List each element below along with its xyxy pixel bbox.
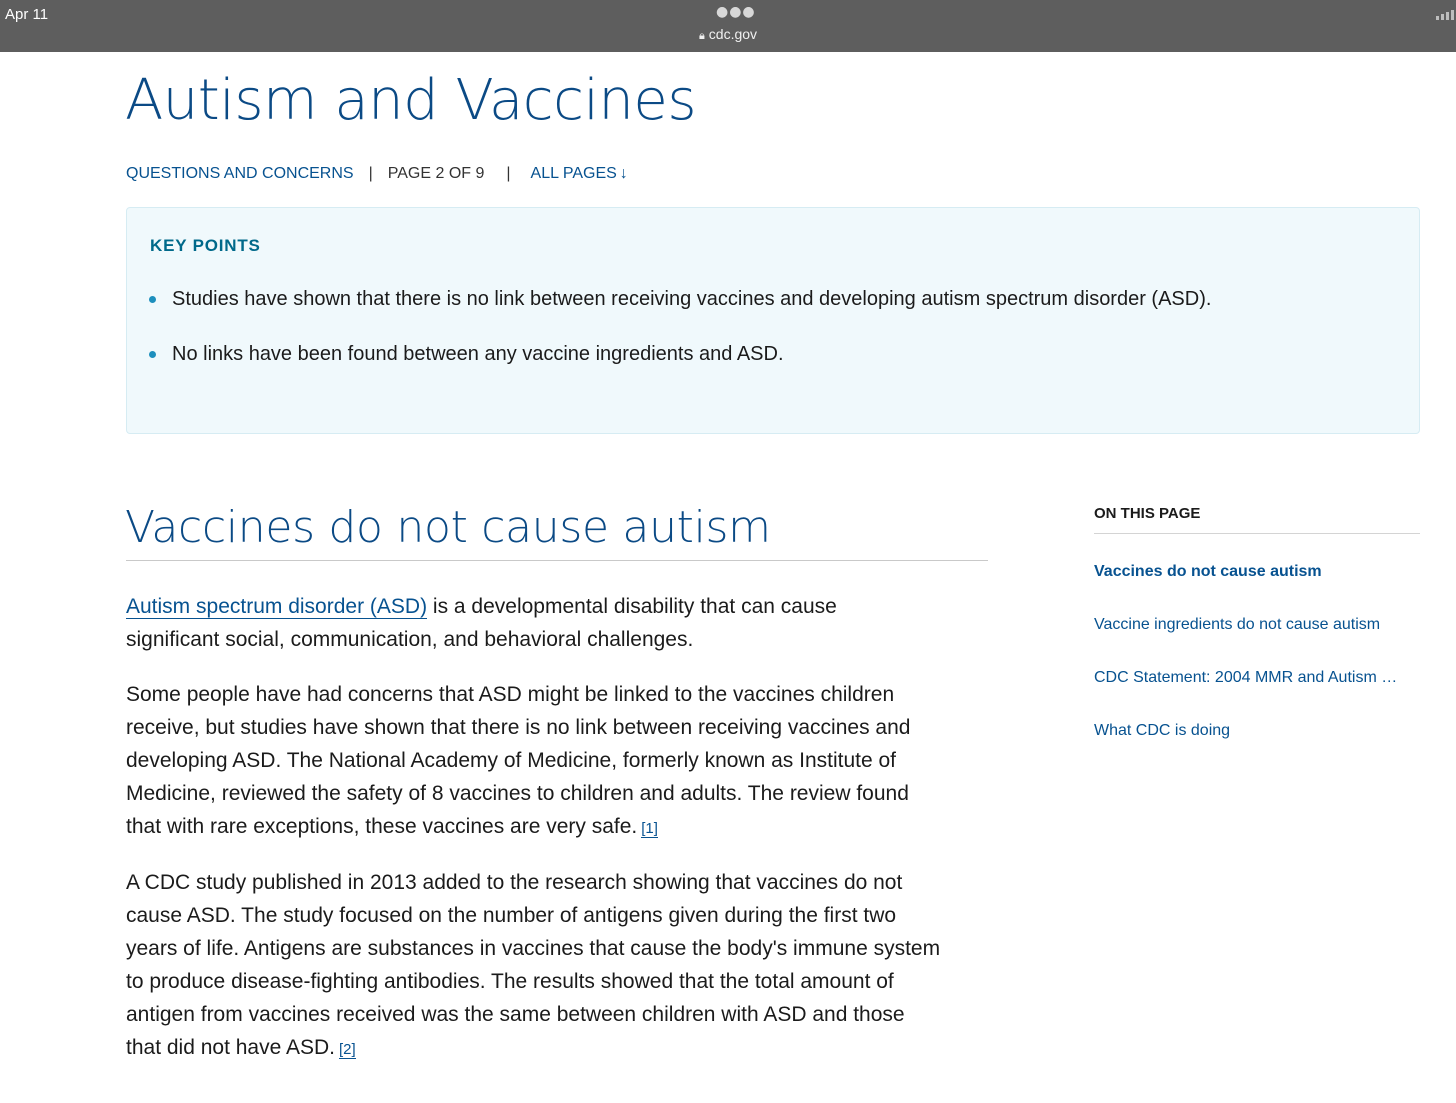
on-this-page-nav: [1094, 505, 1420, 739]
signal-icon: [1436, 10, 1454, 20]
breadcrumb-section-link[interactable]: QUESTIONS AND CONCERNS: [126, 165, 354, 182]
key-point-item: [149, 341, 1211, 368]
all-pages-link[interactable]: [531, 165, 628, 183]
key-points-list: [149, 286, 1211, 396]
breadcrumb: [126, 163, 628, 185]
all-pages-label: ALL PAGES: [530, 165, 617, 182]
paragraph-text: that with rare exceptions, these vaccines are very safe.: [126, 815, 638, 838]
on-this-page-title: ON THIS PAGE: [1094, 505, 1420, 534]
page-title: Autism and Vaccines: [125, 68, 697, 133]
key-points-title: KEY POINTS: [150, 236, 261, 255]
arrow-down-icon: ↓: [619, 165, 628, 182]
key-point-text: No links have been found between any vaccine ingredients and ASD.: [172, 343, 784, 365]
key-points-box: [126, 207, 1420, 434]
otp-link-what-cdc-is-doing[interactable]: What CDC is doing: [1094, 722, 1231, 739]
paragraph-line: Some people have had concerns that ASD might be linked to the vaccines children: [126, 683, 895, 706]
more-dots-icon[interactable]: ●●●: [716, 4, 756, 20]
paragraph-line: [126, 810, 996, 845]
paragraph-line: Medicine, reviewed the safety of 8 vaccines to children and adults. The review found: [126, 782, 909, 805]
address-bar[interactable]: [0, 26, 1456, 43]
paragraph-1: [126, 590, 996, 656]
paragraph-2: [126, 678, 996, 845]
paragraph-line: receive, but studies have shown that there is no link between receiving vaccines and: [126, 716, 911, 739]
paragraph-line: [126, 1031, 996, 1066]
paragraph-line: antigen from vaccines received was the same between children with ASD and those: [126, 1003, 905, 1026]
section-title: Vaccines do not cause autism: [125, 502, 771, 553]
section-divider: [126, 560, 988, 561]
paragraph-line: years of life. Antigens are substances in vaccines that cause the body's immune system: [126, 937, 941, 960]
otp-link-cdc-statement[interactable]: CDC Statement: 2004 MMR and Autism …: [1094, 669, 1398, 686]
page-indicator: PAGE 2 OF 9: [387, 165, 485, 182]
browser-status-bar: [0, 0, 1456, 52]
paragraph-line: [126, 590, 996, 623]
reference-link-2[interactable]: [2]: [338, 1041, 356, 1058]
otp-link-vaccine-ingredients[interactable]: Vaccine ingredients do not cause autism: [1094, 616, 1381, 633]
bullet-icon: [149, 351, 156, 358]
url-text: cdc.gov: [708, 26, 758, 42]
paragraph-line: A CDC study published in 2013 added to the research showing that vaccines do not: [126, 871, 903, 894]
asd-link[interactable]: Autism spectrum disorder (ASD): [126, 595, 428, 618]
paragraph-text: is a developmental disability that can cause: [427, 595, 837, 618]
breadcrumb-separator: |: [506, 165, 511, 182]
paragraph-line: to produce disease-fighting antibodies. The results showed that the total amount of: [126, 970, 894, 993]
key-point-text: Studies have shown that there is no link between receiving vaccines and developing autism spectrum disorder (ASD).: [172, 288, 1212, 310]
otp-link-vaccines-do-not-cause-autism[interactable]: Vaccines do not cause autism: [1094, 563, 1322, 580]
paragraph-line: developing ASD. The National Academy of Medicine, formerly known as Institute of: [126, 749, 897, 772]
reference-link-1[interactable]: [1]: [641, 820, 658, 837]
paragraph-3: [126, 866, 996, 1066]
breadcrumb-separator: |: [368, 165, 373, 182]
bullet-icon: [149, 296, 156, 303]
lock-icon: 🔒︎: [698, 30, 705, 42]
paragraph-text: that did not have ASD.: [126, 1036, 335, 1059]
status-date: Apr 11: [5, 6, 49, 23]
paragraph-line: cause ASD. The study focused on the number of antigens given during the first two: [126, 904, 897, 927]
paragraph-line: significant social, communication, and behavioral challenges.: [126, 628, 694, 651]
key-point-item: [149, 286, 1211, 313]
